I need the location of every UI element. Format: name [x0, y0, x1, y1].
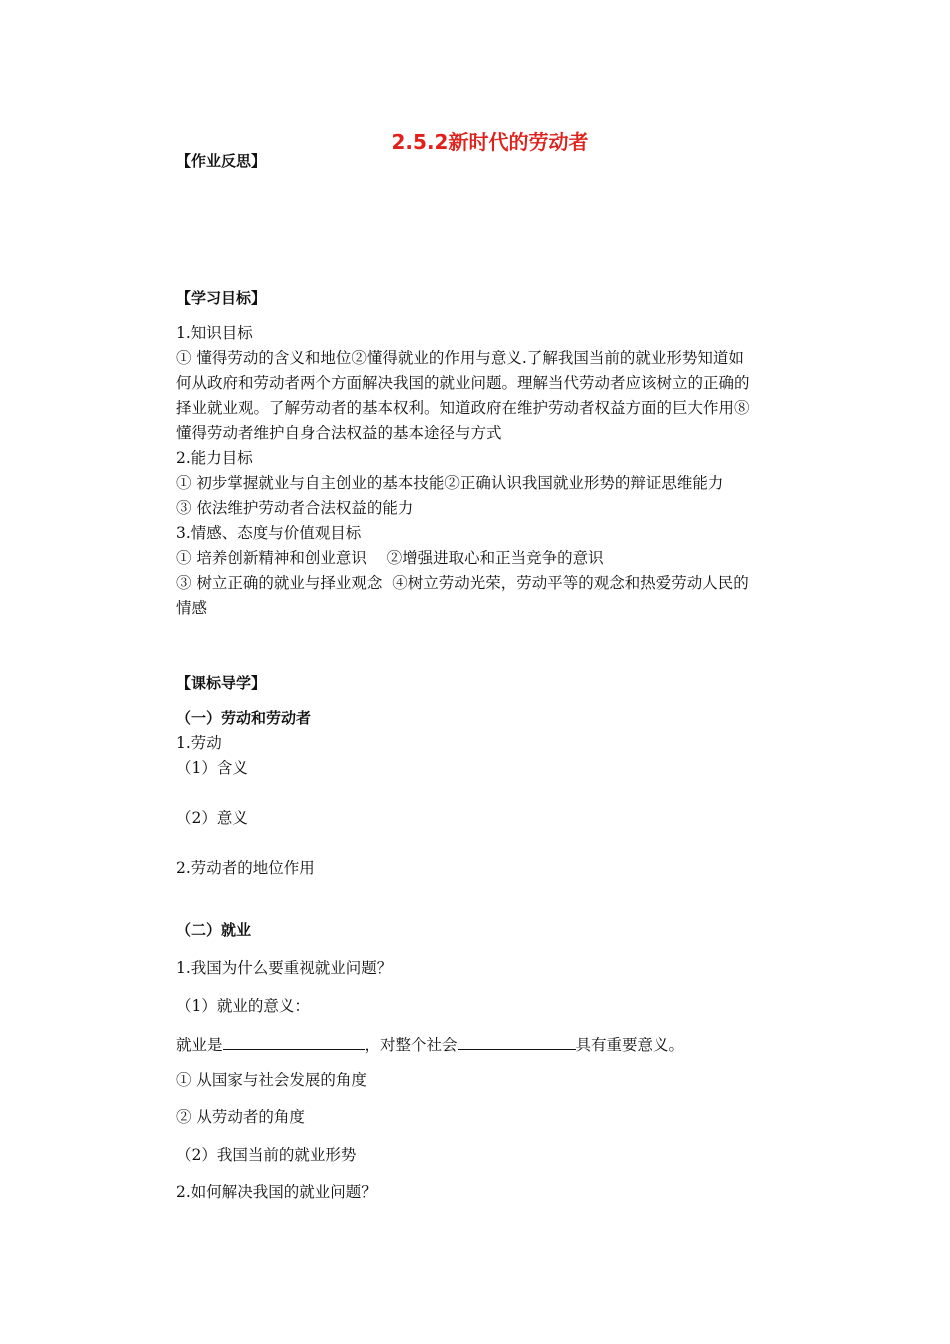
question-1: 1.我国为什么要重视就业问题？	[176, 959, 393, 977]
section1-item: （2）意义	[176, 809, 248, 827]
section2-heading: （二）就业	[176, 921, 252, 939]
point-national: ① 从国家与社会发展的角度	[176, 1071, 367, 1089]
section1-heading: （一）劳动和劳动者	[176, 709, 312, 727]
objective-line: 情感	[176, 599, 208, 617]
reflection-heading: 【作业反思】	[176, 152, 267, 170]
fill-text-b: ，对整个社会	[364, 1036, 458, 1054]
point-worker: ② 从劳动者的角度	[176, 1108, 305, 1126]
section1-item: （1）含义	[176, 759, 248, 777]
section1-item: 2.劳动者的地位作用	[176, 859, 315, 877]
fill-blank-1[interactable]	[223, 1033, 365, 1050]
question-1-sub1: （1）就业的意义：	[176, 997, 310, 1015]
fill-text-c: 具有重要意义。	[575, 1036, 685, 1054]
section1-item: 1.劳动	[176, 734, 222, 752]
question-1-sub2: （2）我国当前的就业形势	[176, 1146, 357, 1164]
objective-line: ③ 依法维护劳动者合法权益的能力	[176, 499, 414, 517]
objective-line: ③ 树立正确的就业与择业观念 ④树立劳动光荣，劳动平等的观念和热爱劳动人民的	[176, 574, 749, 592]
objective-line: ① 培养创新精神和创业意识 ②增强进取心和正当竞争的意识	[176, 549, 604, 567]
objective-line: 懂得劳动者维护自身合法权益的基本途径与方式	[176, 424, 502, 442]
fill-in-line	[176, 1033, 684, 1055]
objective-line: 3.情感、态度与价值观目标	[176, 524, 362, 542]
objectives-heading: 【学习目标】	[176, 289, 267, 307]
question-2: 2.如何解决我国的就业问题？	[176, 1183, 377, 1201]
objective-line: 择业就业观。了解劳动者的基本权利。知道政府在维护劳动者权益方面的巨大作用⑧	[176, 399, 750, 417]
guide-heading: 【课标导学】	[176, 674, 267, 692]
objective-line: ① 初步掌握就业与自主创业的基本技能②正确认识我国就业形势的辩证思维能力	[176, 474, 724, 492]
objective-line: 2.能力目标	[176, 449, 253, 467]
objective-line: 1.知识目标	[176, 324, 253, 342]
page-title: 2.5.2新时代的劳动者	[391, 130, 589, 154]
objective-line: 何从政府和劳动者两个方面解决我国的就业问题。理解当代劳动者应该树立的正确的	[176, 374, 750, 392]
objective-line: ① 懂得劳动的含义和地位②懂得就业的作用与意义.了解我国当前的就业形势知道如	[176, 349, 744, 367]
fill-text-a: 就业是	[176, 1036, 223, 1054]
fill-blank-2[interactable]	[458, 1033, 576, 1050]
